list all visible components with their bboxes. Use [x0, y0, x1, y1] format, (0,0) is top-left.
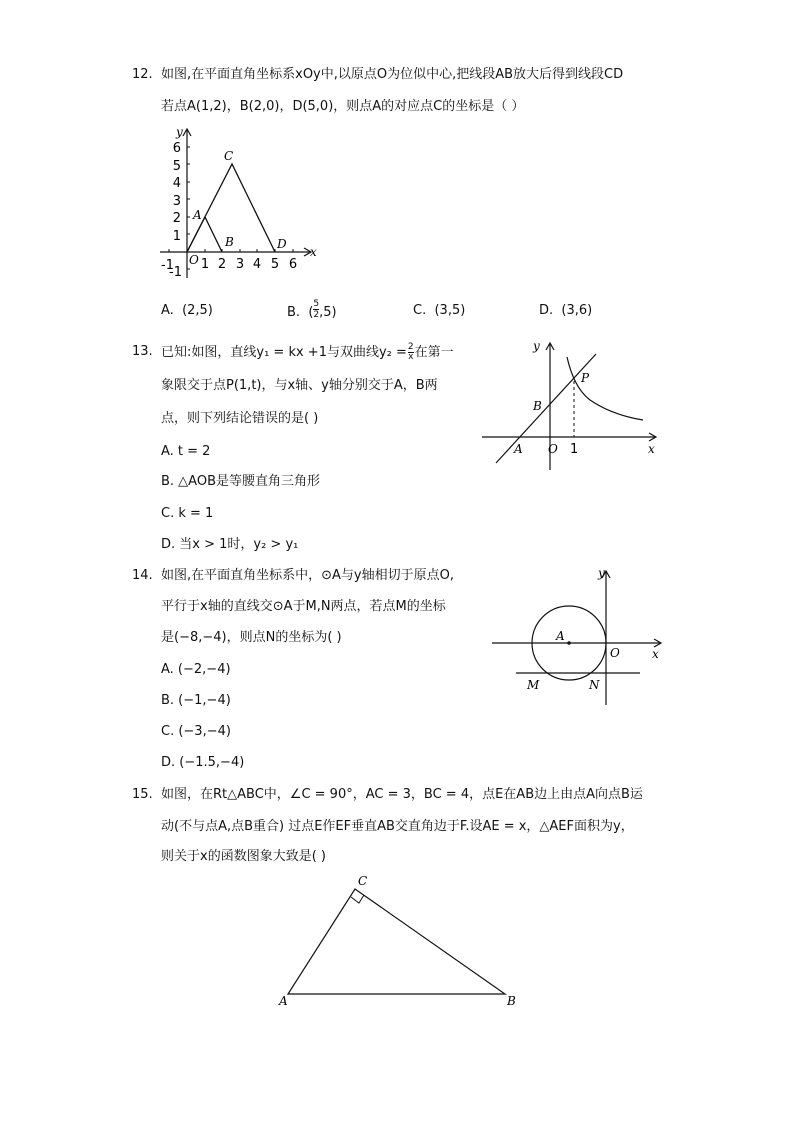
q14-option-c[interactable]: C. (−3,−4)	[161, 724, 231, 739]
q13-option-b[interactable]: B. △AOB是等腰直角三角形	[161, 474, 320, 489]
q13-stem-line1-b: 在第一	[414, 345, 454, 360]
q12-tick-x-1: 1	[200, 257, 210, 272]
q12-tick-x-5: 5	[270, 257, 280, 272]
q12-tick-y-1: 1	[172, 229, 181, 244]
q12-y-label: y	[176, 125, 183, 139]
q13-label-b: B	[533, 399, 542, 413]
q15-number: 15.	[132, 787, 153, 802]
q15-label-c: C	[358, 874, 368, 888]
q13-label-a: A	[514, 442, 523, 456]
q12-tick-x-6: 6	[288, 257, 298, 272]
q12-label-o: O	[189, 253, 199, 267]
q15-stem-line1: 如图，在Rt△ABC中，∠C = 90°，AC = 3，BC = 4，点E在AB边上由点A向点B运	[161, 787, 643, 802]
q13-option-c[interactable]: C. k = 1	[161, 506, 214, 521]
q15-label-a: A	[279, 994, 288, 1008]
q12-tick-y-2: 2	[172, 211, 181, 226]
q13-label-one: 1	[570, 442, 579, 457]
q14-label-m: M	[527, 678, 540, 692]
q12-tick-y-3: 3	[172, 194, 181, 209]
q14-label-n: N	[589, 678, 600, 692]
q12-tick-x-4: 4	[252, 257, 262, 272]
q14-stem-line3: 是(−8,−4)，则点N的坐标为( )	[161, 630, 342, 645]
q14-label-o: O	[610, 646, 620, 660]
q12-label-a: A	[193, 208, 202, 222]
q12-tick-x-3: 3	[235, 257, 245, 272]
q13-stem-line2: 象限交于点P(1,t)，与x轴、y轴分别交于A，B两	[161, 378, 438, 393]
q14-stem-line2: 平行于x轴的直线交⊙A于M,N两点，若点M的坐标	[161, 599, 446, 614]
q12-stem-line2: 若点A(1,2)，B(2,0)，D(5,0)，则点A的对应点C的坐标是（ ）	[161, 99, 525, 114]
q12-tick-y-6: 6	[172, 141, 181, 156]
q13-label-p: P	[581, 371, 590, 385]
q13-option-a[interactable]: A. t = 2	[161, 444, 211, 459]
q13-label-x: x	[648, 442, 655, 456]
q12-tick-x-2: 2	[217, 257, 227, 272]
q12-label-c: C	[224, 149, 234, 163]
q14-option-b[interactable]: B. (−1,−4)	[161, 693, 231, 708]
q14-option-d[interactable]: D. (−1.5,−4)	[161, 755, 245, 770]
q12-option-b-tail: ,5)	[319, 305, 337, 320]
q13-number: 13.	[132, 344, 153, 359]
q12-label-b: B	[225, 235, 234, 249]
q14-number: 14.	[132, 568, 153, 583]
q12-x-label: x	[310, 245, 317, 259]
q13-frac-numerator: 2	[407, 342, 414, 352]
q15-triangle-abc	[288, 889, 505, 994]
q13-stem-line3: 点，则下列结论错误的是( )	[161, 411, 319, 426]
q12-option-a-text: (2,5)	[182, 303, 213, 318]
q12-tick-y-5: 5	[172, 159, 181, 174]
q13-label-y: y	[533, 339, 540, 353]
q12-option-d-label: D.	[539, 303, 554, 318]
q12-tick-y-4: 4	[172, 176, 181, 191]
q14-label-x: x	[652, 647, 659, 661]
q13-stem-line1-a: 已知:如图，直线y₁ = kx +1与双曲线y₂ =	[161, 345, 407, 360]
q14-label-a: A	[556, 629, 565, 643]
q12-label-d: D	[277, 237, 287, 251]
q15-stem-line3: 则关于x的函数图象大致是( )	[161, 849, 326, 864]
q12-option-c-label: C.	[413, 303, 427, 318]
q12-number: 12.	[132, 67, 153, 82]
q12-option-d-text: (3,6)	[561, 303, 593, 318]
q15-label-b: B	[507, 994, 516, 1008]
q12-option-b-numerator: 5	[313, 299, 320, 309]
q12-option-b-label: B.	[287, 305, 301, 320]
q12-tick-x-neg1: -1	[161, 258, 174, 273]
q14-option-a[interactable]: A. (−2,−4)	[161, 662, 231, 677]
q13-option-d[interactable]: D. 当x > 1时，y₂ > y₁	[161, 537, 299, 552]
q12-option-c-text: (3,5)	[434, 303, 466, 318]
q12-tick-y-neg1: -1	[169, 265, 182, 280]
q12-stem-line1: 如图,在平面直角坐标系xOy中,以原点O为位似中心,把线段AB放大后得到线段CD	[161, 67, 624, 82]
q12-option-b-denominator: 2	[313, 310, 320, 320]
q13-frac-denominator: x	[408, 352, 414, 362]
q12-option-a-label: A.	[161, 303, 174, 318]
q14-label-y: y	[598, 566, 605, 580]
q14-stem-line1: 如图,在平面直角坐标系中，⊙A与y轴相切于原点O,	[161, 568, 454, 583]
q15-stem-line2: 动(不与点A,点B重合) 过点E作EF垂直AB交直角边于F.设AE = x，△AEF面积为y，	[161, 819, 634, 834]
q12-option-b-head: (	[308, 305, 314, 320]
q13-label-o: O	[548, 442, 558, 456]
q15-right-angle-mark	[351, 895, 364, 903]
